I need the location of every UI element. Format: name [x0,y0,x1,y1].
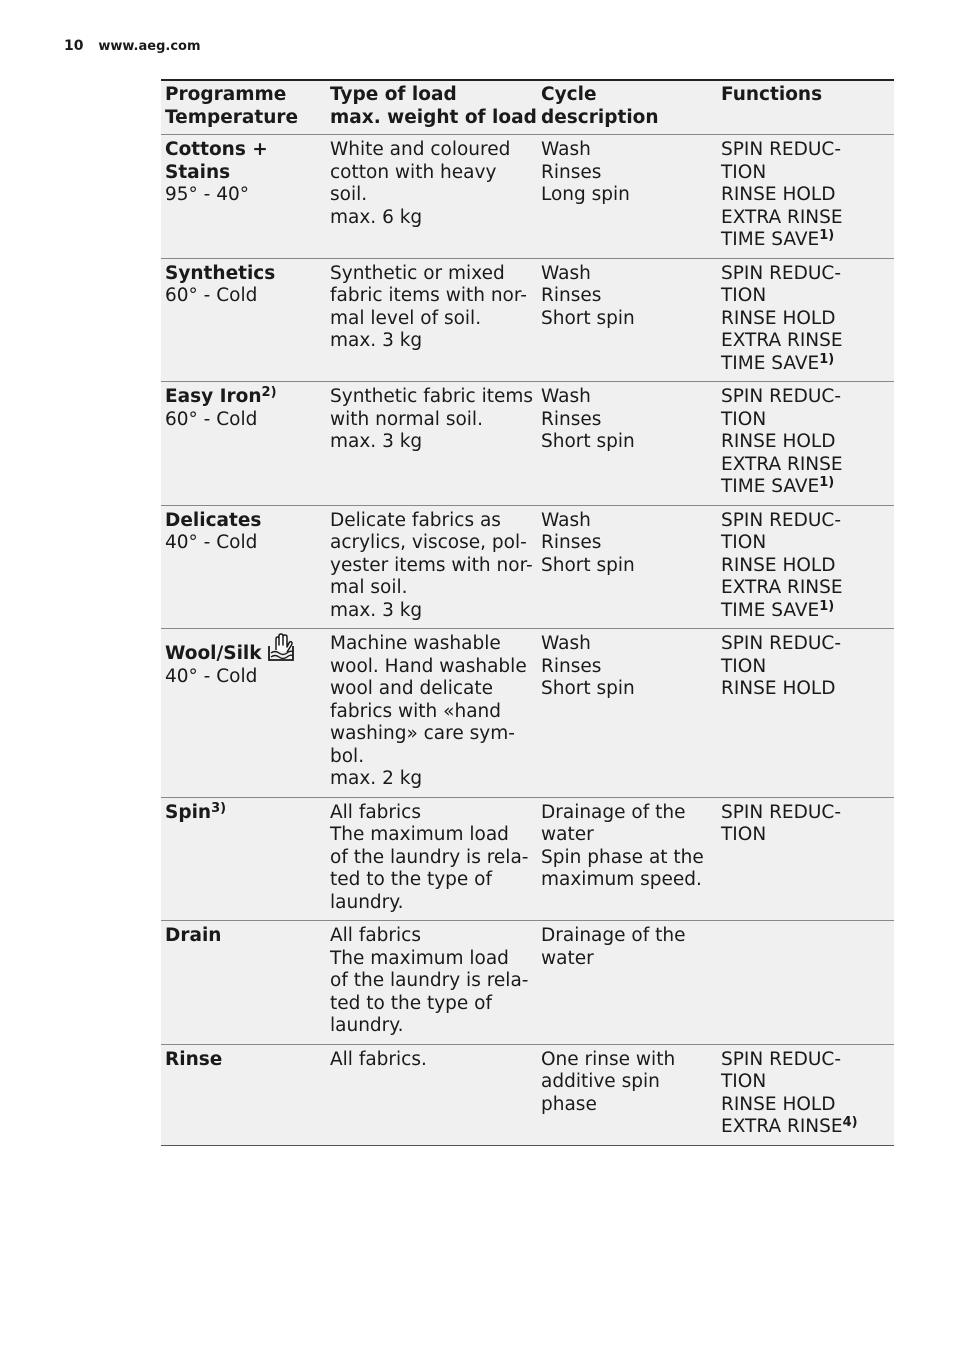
header-functions [717,81,894,134]
programme-name [165,162,322,185]
programme-cell [161,798,326,921]
programme-name-text: Easy Iron [165,386,262,407]
programme-name-text: Cottons + [165,139,268,160]
function-text: SPIN REDUC- [721,262,841,284]
load-line: washing» care sym- [330,723,515,744]
function-line [721,802,890,825]
load-line: Machine washable [330,633,501,654]
programme-name-text: Drain [165,925,222,946]
header-programme [161,81,326,134]
cycle-cell [537,506,717,629]
function-text: SPIN REDUC- [721,633,841,654]
function-line [721,330,890,353]
function-line [721,162,890,185]
load-line: cotton with heavy [330,161,497,183]
load-line: with normal soil. [330,408,483,430]
page-header [64,38,201,54]
functions-cell [717,1045,894,1145]
cycle-line: Rinses [541,285,602,306]
cycle-line: Wash [541,139,591,160]
load-line: The maximum load [330,947,509,969]
programme-name [165,802,322,825]
table-row [161,921,894,1045]
load-cell [326,629,537,797]
function-line [721,353,890,376]
load-cell [326,921,537,1044]
load-line: max. 3 kg [330,330,423,351]
cycle-line: Drainage of the [541,925,686,946]
load-cell [326,1045,537,1145]
programme-name [165,1049,322,1072]
table-row [161,629,894,798]
programme-cell [161,135,326,258]
functions-cell [717,382,894,505]
programme-name [165,263,322,286]
programme-name [165,386,322,409]
function-line [721,510,890,533]
cycle-line: additive spin [541,1071,660,1092]
load-cell [326,382,537,505]
function-text: TIME SAVE [721,476,820,497]
function-line [721,207,890,230]
function-text: TION [721,655,767,677]
load-line: laundry. [330,891,404,913]
function-line [721,1049,890,1072]
header-line: Temperature [165,106,299,128]
load-line: All fabrics. [330,1048,427,1070]
functions-cell [717,629,894,797]
function-line [721,824,890,847]
load-line: max. 3 kg [330,431,423,452]
header-cycle [537,81,717,134]
load-line: fabric items with nor- [330,285,527,306]
header-line: description [541,106,659,128]
function-text: SPIN REDUC- [721,139,841,160]
footnote-ref: 3) [211,800,227,816]
header-line: max. weight of load [330,106,537,128]
load-cell [326,135,537,258]
function-text: EXTRA RINSE [721,577,843,598]
load-line: Synthetic or mixed [330,262,505,284]
programme-cell [161,506,326,629]
header-load [326,81,537,134]
load-line: All fabrics [330,801,421,823]
function-line [721,1071,890,1094]
function-text: RINSE HOLD [721,431,836,452]
functions-cell [717,921,894,1044]
table-row [161,798,894,922]
function-line [721,386,890,409]
function-line [721,285,890,308]
programme-name-text: Spin [165,801,212,823]
load-line: ted to the type of [330,992,492,1014]
programme-name-text: Delicates [165,509,262,531]
function-text: TION [721,824,767,845]
function-line [721,678,890,701]
cycle-line: Wash [541,633,591,654]
cycle-line: Rinses [541,532,602,553]
programme-temperature: 40° - Cold [165,532,258,553]
header-line: Type of load [330,84,457,105]
load-line: laundry. [330,1015,404,1036]
footnote-ref: 4) [842,1115,858,1130]
load-line: bol. [330,745,365,767]
function-text: SPIN REDUC- [721,386,841,407]
programme-cell [161,382,326,505]
load-line: of the laundry is rela- [330,846,529,868]
cycle-line: Drainage of the [541,801,686,823]
cycle-line: phase [541,1093,597,1115]
cycle-line: Short spin [541,554,635,576]
load-line: Delicate fabrics as [330,509,501,531]
load-line: acrylics, viscose, pol- [330,532,527,553]
load-line: max. 3 kg [330,599,423,621]
function-line [721,600,890,623]
programme-temperature: 60° - Cold [165,408,258,430]
table-row [161,382,894,506]
footnote-ref: 1) [819,475,835,490]
cycle-line: Short spin [541,678,635,699]
load-cell [326,798,537,921]
load-line: fabrics with «hand [330,700,502,722]
load-line: wool. Hand washable [330,655,527,677]
cycle-cell [537,798,717,921]
header-line: Programme [165,84,287,105]
load-line: mal soil. [330,577,408,598]
programme-cell [161,1045,326,1145]
function-line [721,476,890,499]
cycle-cell [537,629,717,797]
function-text: RINSE HOLD [721,678,836,699]
function-text: EXTRA RINSE [721,206,843,228]
function-line [721,454,890,477]
cycle-line: Short spin [541,307,635,329]
functions-cell [717,798,894,921]
programme-cell [161,921,326,1044]
function-text: TIME SAVE [721,229,820,250]
programme-cell [161,629,326,797]
function-text: TION [721,285,767,306]
function-line [721,229,890,252]
functions-cell [717,259,894,382]
load-line: White and coloured [330,139,511,160]
cycle-line: Short spin [541,431,635,452]
programme-temperature: 40° - Cold [165,665,258,687]
table-row [161,135,894,259]
cycle-cell [537,382,717,505]
load-line: soil. [330,184,368,205]
programme-name-text: Stains [165,161,231,183]
cycle-line: water [541,824,594,845]
function-line [721,139,890,162]
load-line: ted to the type of [330,869,492,890]
function-line [721,555,890,578]
cycle-line: water [541,947,594,969]
programme-name [165,510,322,533]
function-text: TIME SAVE [721,599,820,621]
function-line [721,1094,890,1117]
function-text: TION [721,408,767,430]
header-line: Cycle [541,84,597,105]
footnote-ref: 1) [819,598,835,614]
cycle-line: Rinses [541,408,602,430]
function-text: TION [721,161,767,183]
page-number: 10 [64,38,84,54]
programme-name [165,139,322,162]
function-text: SPIN REDUC- [721,1048,841,1070]
function-text: EXTRA RINSE [721,1116,843,1137]
function-line [721,1116,890,1139]
load-line: of the laundry is rela- [330,970,529,991]
function-line [721,532,890,555]
table-row [161,1045,894,1145]
programme-name [165,925,322,948]
cycle-line: Wash [541,509,591,531]
function-text: SPIN REDUC- [721,801,841,823]
load-cell [326,506,537,629]
footnote-ref: 1) [819,228,835,243]
cycle-line: Wash [541,262,591,284]
function-text: TIME SAVE [721,352,820,374]
cycle-line: Rinses [541,161,602,183]
programme-name-text: Rinse [165,1048,223,1070]
table-header-row [161,81,894,135]
website-url: www.aeg.com [98,39,201,54]
load-cell [326,259,537,382]
load-line: mal level of soil. [330,307,482,329]
cycle-line: Rinses [541,655,602,677]
cycle-cell [537,1045,717,1145]
cycle-line: Spin phase at the [541,846,704,868]
function-text: EXTRA RINSE [721,330,843,351]
cycle-line: One rinse with [541,1048,676,1070]
programme-temperature: 60° - Cold [165,285,258,306]
function-text: TION [721,1071,767,1092]
function-text: EXTRA RINSE [721,453,843,475]
function-line [721,577,890,600]
cycle-cell [537,135,717,258]
table-row [161,259,894,383]
function-line [721,308,890,331]
load-line: The maximum load [330,824,509,845]
programme-table [161,79,894,1146]
cycle-line: Long spin [541,184,630,205]
function-line [721,633,890,656]
load-line: Synthetic fabric items [330,386,534,407]
function-line [721,656,890,679]
function-text: RINSE HOLD [721,1093,836,1115]
programme-name [165,633,322,666]
functions-cell [717,506,894,629]
function-text: SPIN REDUC- [721,509,841,531]
load-line: All fabrics [330,925,421,946]
hand-wash-icon [266,633,296,663]
function-line [721,263,890,286]
function-text: RINSE HOLD [721,184,836,205]
function-line [721,409,890,432]
cycle-cell [537,921,717,1044]
load-line: max. 2 kg [330,768,423,789]
programme-cell [161,259,326,382]
function-line [721,431,890,454]
footnote-ref: 1) [819,351,835,367]
load-line: wool and delicate [330,678,494,699]
cycle-line: maximum speed. [541,869,702,890]
load-line: yester items with nor- [330,554,533,576]
programme-name-text: Wool/Silk [165,643,262,664]
header-line: Functions [721,84,823,105]
function-line [721,184,890,207]
programme-name-text: Synthetics [165,262,276,284]
function-text: RINSE HOLD [721,554,836,576]
functions-cell [717,135,894,258]
footnote-ref: 2) [261,385,277,400]
table-row [161,506,894,630]
cycle-line: Wash [541,386,591,407]
function-text: TION [721,532,767,553]
cycle-cell [537,259,717,382]
load-line: max. 6 kg [330,206,423,228]
function-text: RINSE HOLD [721,307,836,329]
programme-temperature: 95° - 40° [165,184,250,205]
